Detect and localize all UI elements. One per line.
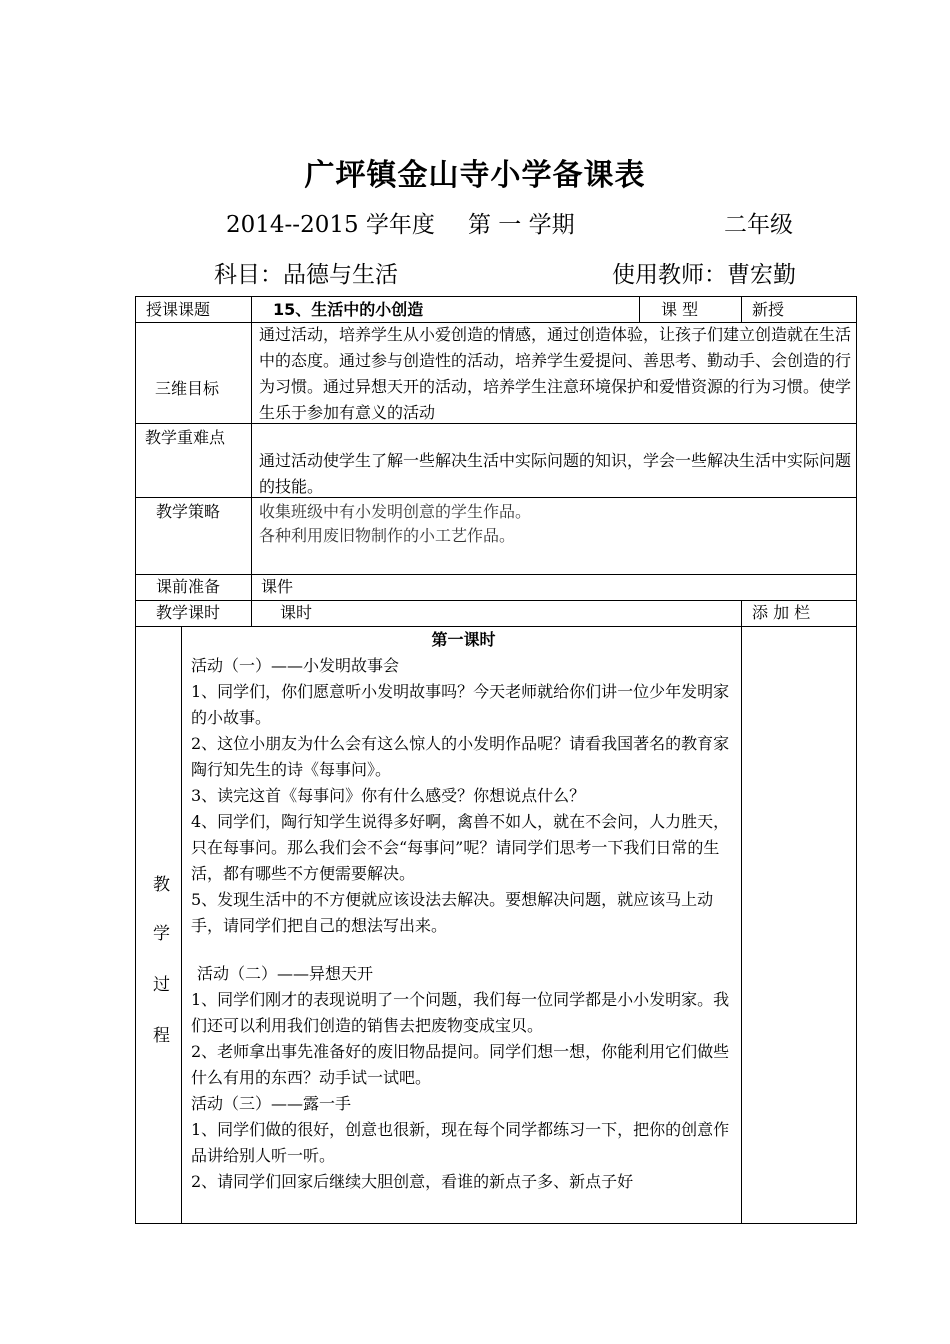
process-label-char: 学 xyxy=(153,924,170,944)
table-rule xyxy=(251,296,252,626)
lesson-type-label: 课 型 xyxy=(661,300,699,319)
table-rule xyxy=(135,600,857,601)
table-rule xyxy=(135,574,857,575)
prep-label: 课前准备 xyxy=(156,577,221,596)
page-title: 广坪镇金山寺小学备课表 xyxy=(304,158,646,193)
school-year: 2014--2015 学年度 xyxy=(226,212,435,238)
topic-label: 授课课题 xyxy=(146,300,211,319)
activity-item: 3、读完这首《每事问》你有什么感受？你想说点什么？ xyxy=(191,786,586,805)
activity-item: 5、发现生活中的不方便就应该设法去解决。要想解决问题，就应该马上动手，请同学们把自己的想法写出来。 xyxy=(191,890,714,935)
process-label-char: 程 xyxy=(153,1026,170,1046)
table-rule xyxy=(741,600,742,1224)
key-points-text: 通过活动使学生了解一些解决生活中实际问题的知识，学会一些解决生活中实际问题的技能。 xyxy=(259,451,852,496)
strategy-label: 教学策略 xyxy=(156,502,221,521)
activity-item: 2、这位小朋友为什么会有这么惊人的小发明作品呢？请看我国著名的教育家陶行知先生的诗《每事问》。 xyxy=(191,734,730,779)
spacer xyxy=(191,939,736,961)
activity-title: 活动（一）——小发明故事会 xyxy=(191,656,400,675)
activity-title: 活动（三）——露一手 xyxy=(191,1094,352,1113)
activity-item: 2、请同学们回家后继续大胆创意，看谁的新点子多、新点子好 xyxy=(191,1172,634,1191)
teacher: 使用教师：曹宏勤 xyxy=(612,262,796,288)
term: 第 一 学期 xyxy=(468,212,575,238)
grade: 二年级 xyxy=(724,212,793,238)
goals-text: 通过活动，培养学生从小爱创造的情感，通过创造体验，让孩子们建立创造就在生活中的态度。通过参与创造性的活动，培养学生爱提问、善思考、勤动手、会创造的行为习惯。通过异想天开的活动，培养学生注意环境保护和爱惜资源的行为习惯。使学生乐于参加有意义的活动 xyxy=(259,325,852,422)
table-rule xyxy=(181,626,182,1224)
hours-value: 课时 xyxy=(280,603,313,622)
activity-item: 1、同学们刚才的表现说明了一个问题，我们每一位同学都是小小发明家。我们还可以利用我们创造的销售去把废物变成宝贝。 xyxy=(191,990,730,1035)
process-label-char: 过 xyxy=(153,975,170,995)
prep-value: 课件 xyxy=(261,577,294,596)
strategy-line: 收集班级中有小发明创意的学生作品。 xyxy=(259,502,532,521)
strategy-line: 各种利用废旧物制作的小工艺作品。 xyxy=(259,526,516,545)
subject: 科目：品德与生活 xyxy=(214,262,398,288)
table-rule xyxy=(639,296,640,322)
lesson-type-value: 新授 xyxy=(752,300,785,319)
activity-item: 2、老师拿出事先准备好的废旧物品提问。同学们想一想，你能利用它们做些什么有用的东西？动手试一试吧。 xyxy=(191,1042,730,1087)
hours-label: 教学课时 xyxy=(156,603,221,622)
activity-title: 活动（二）——异想天开 xyxy=(197,964,374,983)
lesson-heading: 第一课时 xyxy=(431,630,496,649)
process-label-char: 教 xyxy=(153,875,170,895)
addon-label: 添 加 栏 xyxy=(752,603,811,622)
topic-value: 15、生活中的小创造 xyxy=(273,300,424,319)
activity-item: 1、同学们做的很好，创意也很新，现在每个同学都练习一下，把你的创意作品讲给别人听一听。 xyxy=(191,1120,730,1165)
key-points-label: 教学重难点 xyxy=(145,428,226,447)
goals-label: 三维目标 xyxy=(155,379,220,398)
table-rule xyxy=(741,296,742,322)
activity-item: 4、同学们，陶行知学生说得多好啊，禽兽不如人，就在不会问，人力胜天，只在每事问。那么我们会不会“每事问”呢？请同学们思考一下我们日常的生活，都有哪些不方便需要解决。 xyxy=(191,812,730,883)
process-content xyxy=(191,627,736,1195)
activity-item: 1、同学们，你们愿意听小发明故事吗？今天老师就给你们讲一位少年发明家的小故事。 xyxy=(191,682,730,727)
